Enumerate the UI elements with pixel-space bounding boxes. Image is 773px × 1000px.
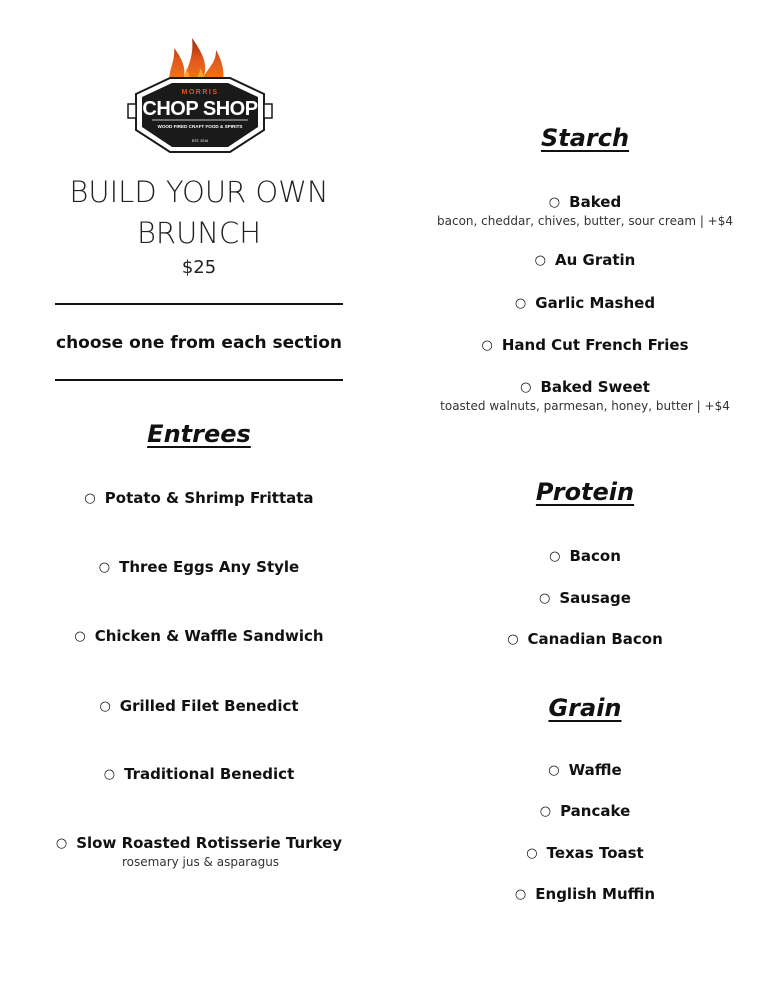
bullet-icon: ○ <box>481 338 493 353</box>
divider-bottom <box>55 379 343 381</box>
bullet-icon: ○ <box>526 846 538 861</box>
entree-item <box>40 834 358 869</box>
bullet-icon: ○ <box>74 629 86 644</box>
entree-item <box>40 627 358 645</box>
page-title <box>40 172 358 254</box>
entree-name: Potato & Shrimp Frittata <box>104 489 314 507</box>
bullet-icon: ○ <box>549 549 561 564</box>
bullet-icon: ○ <box>534 253 546 268</box>
starch-heading: Starch <box>540 124 630 152</box>
title-line-1: BUILD YOUR OWN <box>69 175 329 209</box>
chop-shop-logo <box>120 34 280 156</box>
starch-name: Baked <box>569 193 622 211</box>
bullet-icon: ○ <box>520 380 532 395</box>
bullet-icon: ○ <box>84 491 96 506</box>
entree-item <box>40 558 358 576</box>
bullet-icon: ○ <box>99 699 111 714</box>
entree-name: Traditional Benedict <box>124 765 295 783</box>
entree-name: Chicken & Waffle Sandwich <box>94 627 324 645</box>
entree-item <box>40 765 358 783</box>
starch-item <box>420 251 750 269</box>
starch-item <box>420 378 750 413</box>
instruction-text: choose one from each section <box>56 333 342 353</box>
entree-item <box>40 489 358 507</box>
grain-name: Pancake <box>560 802 631 820</box>
bullet-icon: ○ <box>103 767 116 782</box>
grain-name: Waffle <box>568 761 622 779</box>
grain-name: Texas Toast <box>546 844 644 862</box>
bullet-icon: ○ <box>548 763 560 778</box>
protein-name: Bacon <box>569 547 621 565</box>
bullet-icon: ○ <box>514 887 527 902</box>
entree-name: Slow Roasted Rotisserie Turkey <box>76 834 343 852</box>
starch-name: Hand Cut French Fries <box>501 336 689 354</box>
divider-top <box>55 303 343 305</box>
logo-tagline: WOOD FIRED CRAFT FOOD & SPIRITS <box>157 124 243 129</box>
entree-item <box>40 697 358 715</box>
protein-heading: Protein <box>535 478 635 506</box>
grain-name: English Muffin <box>535 885 656 903</box>
brunch-price: $25 <box>181 257 217 278</box>
protein-name: Canadian Bacon <box>527 630 663 648</box>
grain-item <box>420 802 750 820</box>
right-column <box>420 0 750 1000</box>
grain-item <box>420 844 750 862</box>
protein-item <box>420 630 750 648</box>
bullet-icon: ○ <box>548 195 561 210</box>
bullet-icon: ○ <box>539 591 551 606</box>
starch-item <box>420 193 750 228</box>
starch-description: toasted walnuts, parmesan, honey, butter | +$4 <box>440 399 730 413</box>
starch-item <box>420 336 750 354</box>
starch-description: bacon, cheddar, chives, butter, sour cream | +$4 <box>437 214 733 228</box>
protein-item <box>420 547 750 565</box>
entrees-heading: Entrees <box>147 420 251 448</box>
grain-item <box>420 885 750 903</box>
protein-item <box>420 589 750 607</box>
protein-name: Sausage <box>559 589 631 607</box>
bullet-icon: ○ <box>507 632 519 647</box>
logo-name: CHOP SHOP <box>142 98 258 120</box>
starch-name: Baked Sweet <box>540 378 650 396</box>
entree-name: Grilled Filet Benedict <box>119 697 299 715</box>
starch-name: Au Gratin <box>555 251 636 269</box>
entree-name: Three Eggs Any Style <box>119 558 300 576</box>
grain-item <box>420 761 750 779</box>
bullet-icon: ○ <box>514 296 527 311</box>
entree-description: rosemary jus & asparagus <box>122 855 280 869</box>
bullet-icon: ○ <box>55 836 68 851</box>
starch-name: Garlic Mashed <box>535 294 656 312</box>
logo-graphic <box>120 34 280 156</box>
bullet-icon: ○ <box>539 804 552 819</box>
grain-heading: Grain <box>548 694 622 722</box>
logo-est: EST. 2016 <box>191 139 209 143</box>
left-column <box>40 0 358 1000</box>
starch-item <box>420 294 750 312</box>
title-line-2: BRUNCH <box>136 216 262 250</box>
logo-small-top: MORRIS <box>181 89 219 96</box>
bullet-icon: ○ <box>98 560 111 575</box>
